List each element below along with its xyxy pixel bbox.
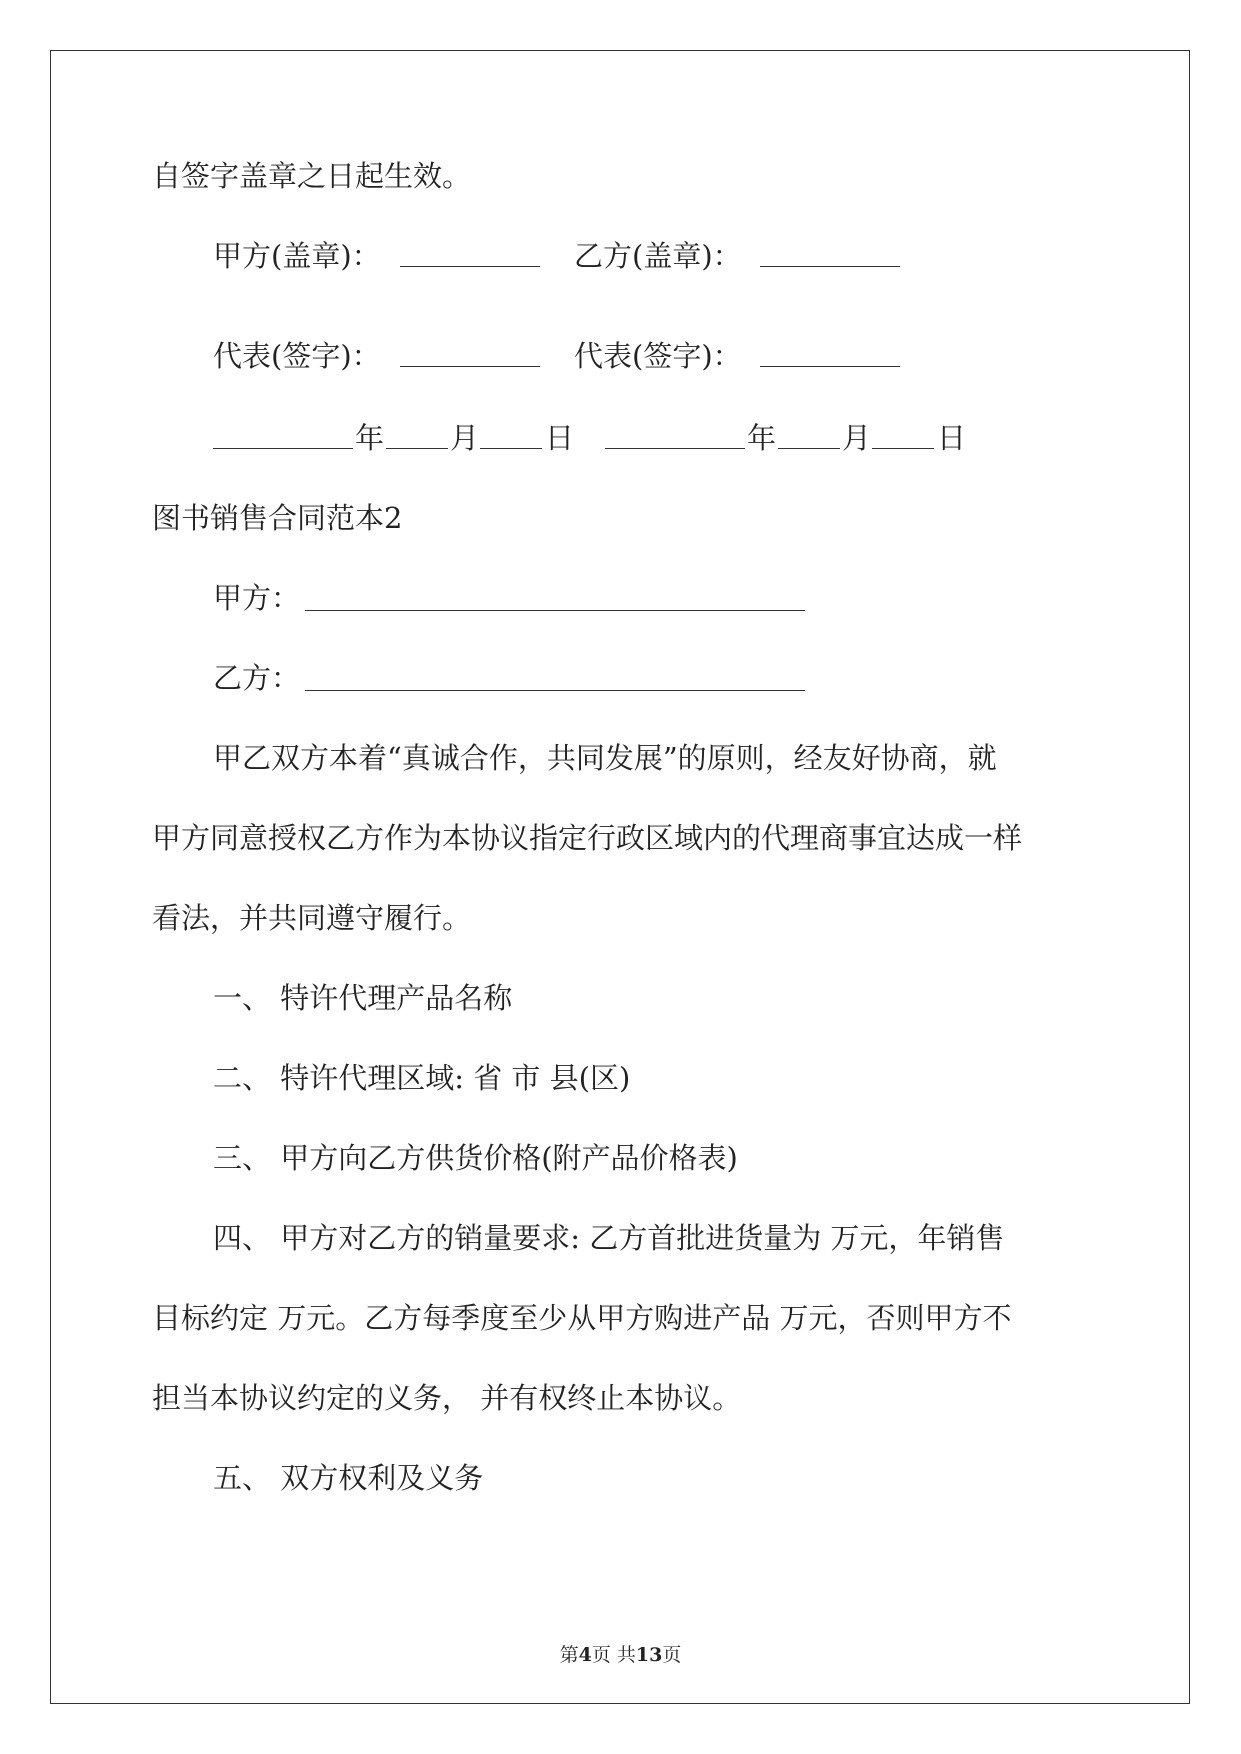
date-b-month: 月 [842,421,872,455]
rep-a-blank [400,366,540,367]
date-a-day-blank [480,448,542,449]
date-b-day: 日 [937,421,967,455]
party-b-seal-label: 乙方(盖章)： [574,239,742,273]
item-3: 三、 甲方向乙方供货价格(附产品价格表) [213,1141,738,1175]
rep-b-label: 代表(签字)： [574,339,742,373]
party-a-seal-label: 甲方(盖章)： [213,239,381,273]
rep-a-label: 代表(签字)： [213,339,381,373]
date-a-month: 月 [450,421,480,455]
date-b-day-blank [872,448,934,449]
date-a-day: 日 [545,421,575,455]
date-a-year: 年 [355,421,385,455]
party-a-blank [305,610,805,611]
footer-suffix: 页 [662,1644,682,1666]
rep-b-blank [760,366,900,367]
party-b-blank [305,690,805,691]
date-b-year: 年 [747,421,777,455]
paragraph-line: 甲乙双方本着“真诚合作，共同发展”的原则，经友好协商，就 [213,741,997,775]
page-footer [0,1640,1241,1667]
footer-mid: 页 共 [591,1644,636,1666]
page-border [50,50,1190,1704]
item-4-line: 担当本协议约定的义务， 并有权终止本协议。 [152,1381,742,1415]
date-b-year-blank [605,448,745,449]
item-5: 五、 双方权利及义务 [213,1461,484,1495]
section-title: 图书销售合同范本2 [152,501,403,535]
item-4-line: 目标约定 万元。乙方每季度至少从甲方购进产品 万元，否则甲方不 [152,1301,1012,1335]
party-a-seal-blank [400,266,540,267]
party-b-label: 乙方： [213,661,301,695]
date-a-year-blank [213,448,353,449]
total-page-number: 13 [635,1644,663,1666]
date-b-month-blank [778,448,840,449]
item-2: 二、 特许代理区域: 省 市 县(区) [213,1061,631,1095]
footer-prefix: 第 [559,1644,579,1666]
closing-line: 自签字盖章之日起生效。 [152,159,472,193]
item-1: 一、 特许代理产品名称 [213,981,513,1015]
paragraph-line: 看法，并共同遵守履行。 [152,901,472,935]
paragraph-line: 甲方同意授权乙方作为本协议指定行政区域内的代理商事宜达成一样 [152,821,1023,855]
date-a-month-blank [386,448,448,449]
item-4-line: 四、 甲方对乙方的销量要求: 乙方首批进货量为 万元，年销售 [213,1221,1005,1255]
party-b-seal-blank [760,266,900,267]
current-page-number: 4 [578,1644,592,1666]
party-a-label: 甲方： [213,581,301,615]
